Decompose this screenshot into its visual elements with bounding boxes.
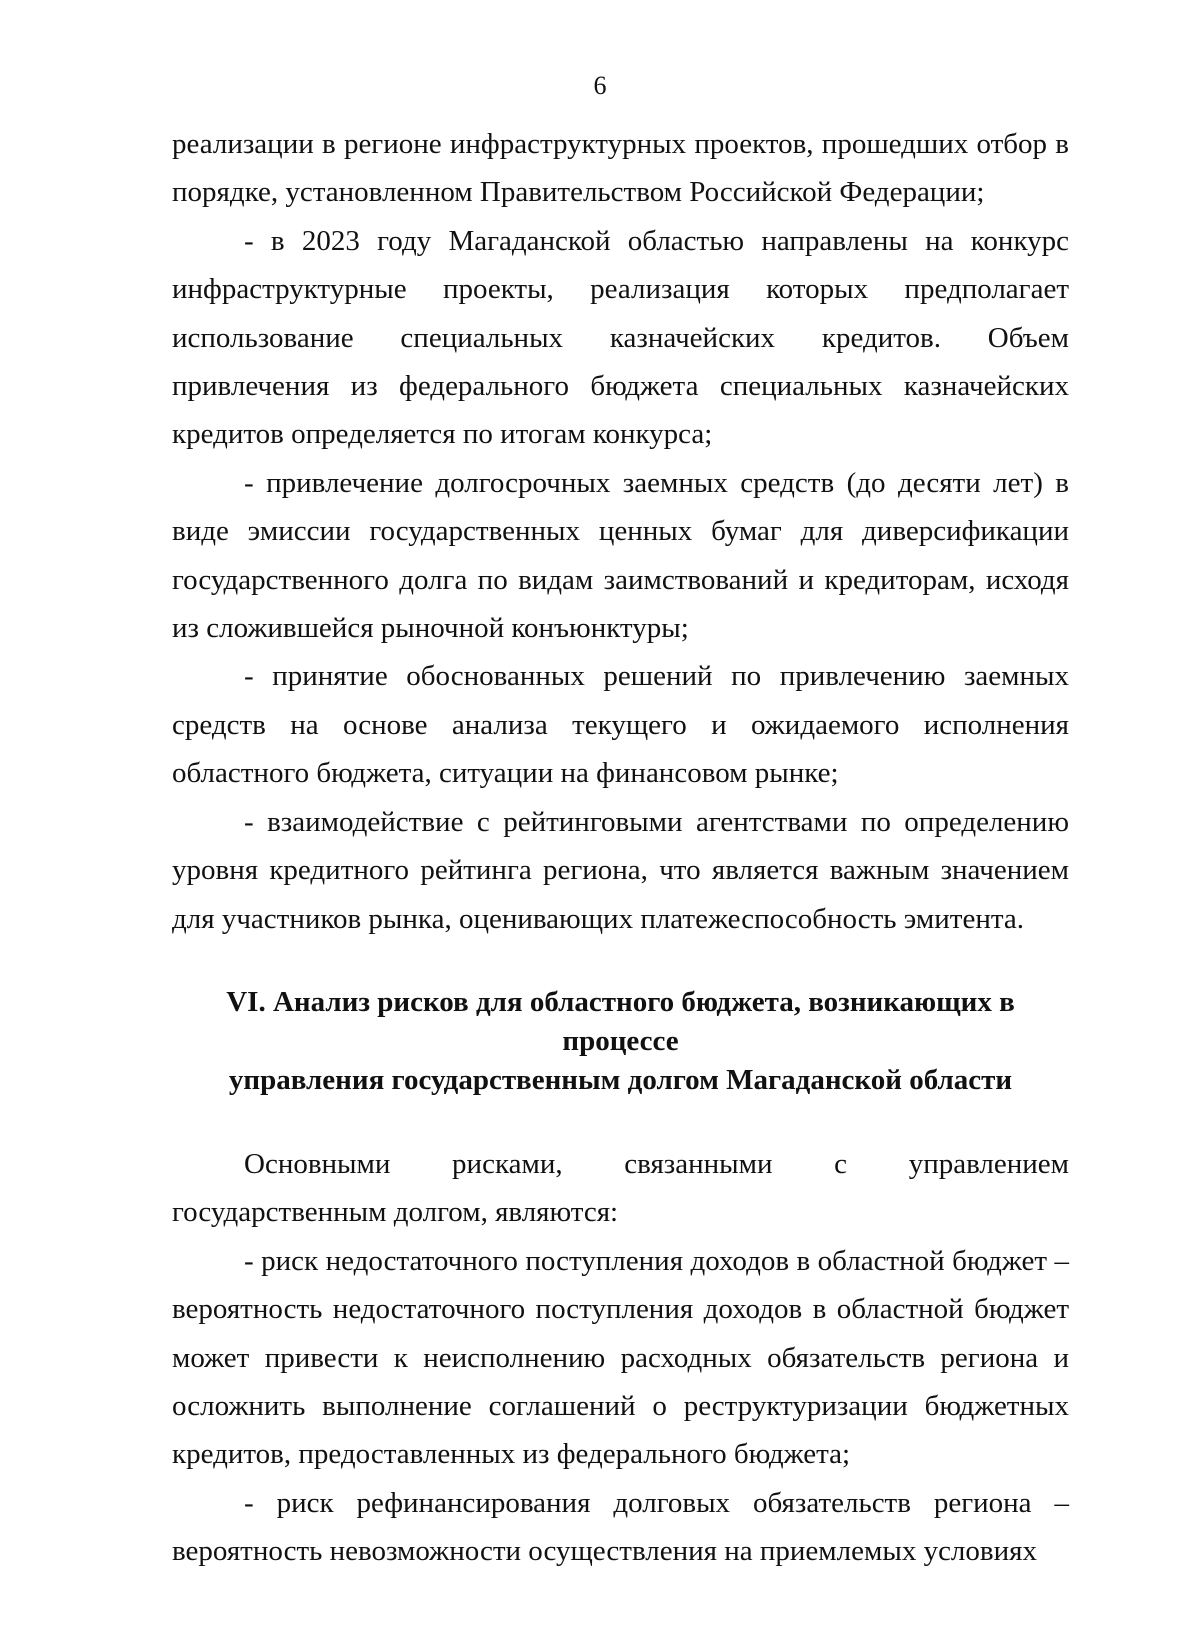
section-heading-line-2: управления государственным долгом Магаданской области [228, 1063, 1013, 1096]
section-heading-line-1: VI. Анализ рисков для областного бюджета, возникающих в процессе [226, 985, 1015, 1057]
paragraph-continuation: реализации в регионе инфраструктурных проектов, прошедших отбор в порядке, установленном Правительством Российской Федерации; [172, 128, 1069, 209]
paragraph-main-risks: Основными рисками, связанными с управлением государственным долгом, являются: [172, 1147, 1069, 1229]
paragraph-long-term-borrowing: - привлечение долгосрочных заемных средств (до десяти лет) в виде эмиссии государственных ценных бумаг для диверсификации государственного долга по видам заимствований и кредиторам, исходя из сложившейся рыночной конъюнктуры; [172, 466, 1069, 645]
document-body [172, 120, 1069, 1576]
page-number: 6 [593, 71, 607, 100]
paragraph-infrastructure-projects: - в 2023 году Магаданской областью направлены на конкурс инфраструктурные проекты, реализация которых предполагает использование специальных казначейских кредитов. Объем привлечения из федерального бюджета специальных казначейских кредитов определяется по итогам конкурса; [172, 224, 1069, 451]
paragraph-refinancing-risk: - риск рефинансирования долговых обязательств региона – вероятность невозможности осуществления на приемлемых условиях [172, 1486, 1069, 1568]
paragraph-rating-agencies: - взаимодействие с рейтинговыми агентствами по определению уровня кредитного рейтинга региона, что является важным значением для участников рынка, оценивающих платежеспособность эмитента. [172, 805, 1069, 935]
section-heading [172, 983, 1069, 1100]
paragraph-revenue-risk: - риск недостаточного поступления доходов в областной бюджет – вероятность недостаточного поступления доходов в областной бюджет может привести к неисполнению расходных обязательств региона и осложнить выполнение соглашений о реструктуризации бюджетных кредитов, предоставленных из федерального бюджета; [172, 1244, 1069, 1471]
paragraph-borrowing-decisions: - принятие обоснованных решений по привлечению заемных средств на основе анализа текущего и ожидаемого исполнения областного бюджета, ситуации на финансовом рынке; [172, 660, 1069, 790]
risks-section [172, 1140, 1069, 1576]
